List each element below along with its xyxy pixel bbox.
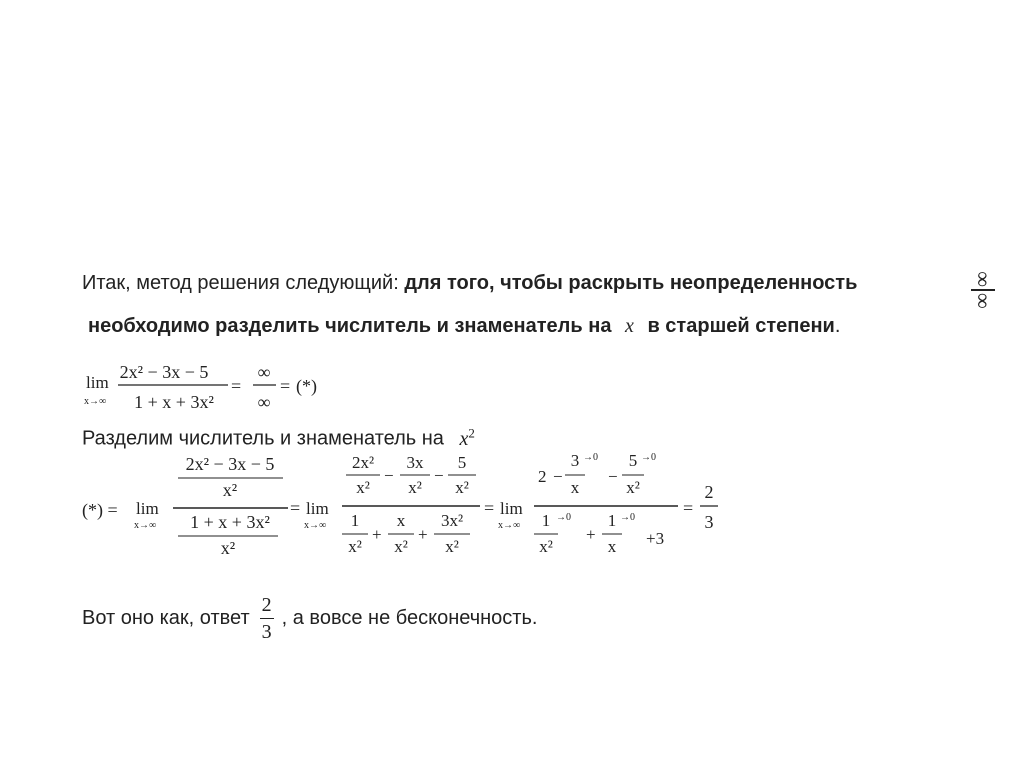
answer-fraction [260,594,274,643]
lim-text: lim [86,373,109,392]
fraction-denominator: 1 + x + 3x² [134,392,214,412]
s2-den-top: 1 + x + 3x² [190,512,270,532]
divide-text: Разделим числитель и знаменатель на [82,427,444,450]
infinity-bottom: ∞ [257,392,271,412]
term-2x2: 2x² [351,453,375,472]
fraction-numerator: 2x² − 3x − 5 [119,362,209,382]
term-2: 2 [538,467,547,486]
intro-bold-text: для того, чтобы раскрыть неопределенность [404,272,858,294]
term-3x2: 3x² [440,511,464,530]
minus-sign: − [608,467,618,486]
term-1: 1 [541,511,551,530]
answer-bar [260,618,274,619]
term-1: 1 [350,511,360,530]
term-x2: x² [539,537,553,556]
divide-var [459,425,475,450]
arrow-zero: →0 [583,452,598,463]
answer-line [82,590,537,646]
indeterminate-bar [971,289,995,291]
arrow-zero: →0 [620,512,635,523]
answer-denominator: 3 [261,620,272,643]
limit-formula-2 [78,448,738,578]
term-3x: 3x [406,453,424,472]
term-x: x [396,511,406,530]
term-5: 5 [457,453,467,472]
plus-three: +3 [646,529,665,548]
intro-regular-text: Итак, метод решения следующий: [82,272,399,294]
plus-sign: + [418,525,428,544]
s2-num-top: 2x² − 3x − 5 [185,454,275,474]
divide-line [82,421,475,451]
indeterminate-bottom: ∞ [971,293,996,309]
term-x2: x² [455,478,469,497]
star-equals: (*) = [82,500,118,520]
arrow-zero: →0 [641,452,656,463]
divide-var-x: x [459,427,469,450]
term-x2: x² [356,478,370,497]
method-bold-end: в старшей степени [647,315,835,337]
answer-suffix: , а вовсе не бесконечность. [281,606,538,629]
equals-sign: = [231,376,242,396]
method-line [88,314,840,338]
lim-text: lim [500,499,523,518]
intro-line [82,271,857,295]
method-bold-text: необходимо разделить числитель и знаменатель на [88,315,612,337]
minus-sign: − [553,467,563,486]
term-x2: x² [445,537,459,556]
term-x: x [607,537,617,556]
lim-sub: x→∞ [84,396,107,407]
lim-text: lim [306,499,329,518]
answer-prefix: Вот оно как, ответ [82,606,250,629]
term-x: x [570,478,580,497]
lim-text: lim [136,499,159,518]
term-x2: x² [408,478,422,497]
answer-numerator: 2 [261,593,272,616]
lim-sub: x→∞ [134,520,157,531]
indeterminate-top: ∞ [971,271,996,287]
equals-sign: = [290,498,301,518]
s2-num-bot: x² [222,480,238,500]
indeterminate-form [968,262,998,318]
term-x2: x² [394,537,408,556]
s2-den-bot: x² [220,538,236,558]
equals-sign: = [484,498,495,518]
lim-sub: x→∞ [304,520,327,531]
minus-sign: − [384,466,394,485]
limit-formula-1 [78,352,338,418]
term-x2: x² [626,478,640,497]
minus-sign: − [434,466,444,485]
term-3: 3 [570,451,580,470]
result-numerator: 2 [704,482,714,502]
divide-exp: 2 [468,425,475,440]
star-label: (*) [296,376,317,396]
term-1: 1 [607,511,617,530]
term-5: 5 [628,451,638,470]
plus-sign: + [372,525,382,544]
arrow-zero: →0 [556,512,571,523]
lim-sub: x→∞ [498,520,521,531]
equals-sign: = [683,498,694,518]
plus-sign: + [586,525,596,544]
method-period: . [834,315,841,337]
result-denominator: 3 [704,512,714,532]
equals-sign: = [280,376,291,396]
method-var: x [625,315,634,337]
infinity-top: ∞ [257,362,271,382]
term-x2: x² [348,537,362,556]
